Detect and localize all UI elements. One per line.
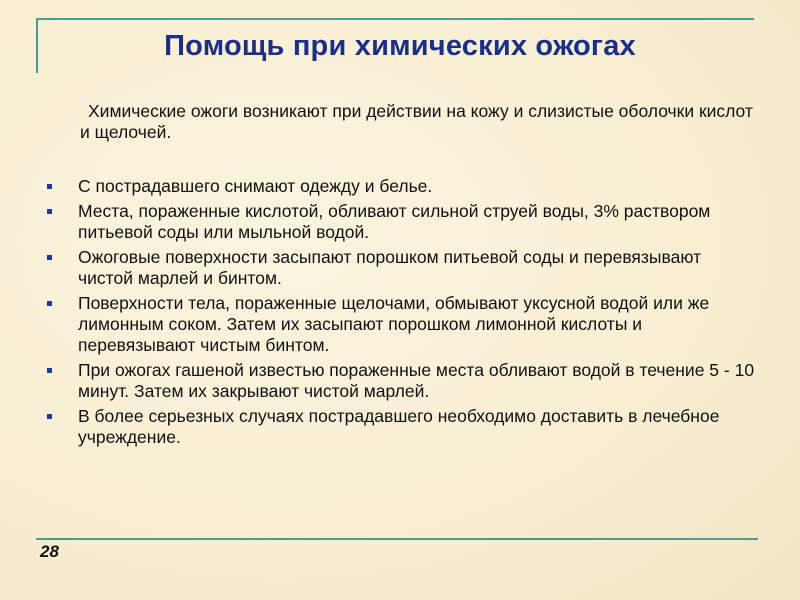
frame-top-line bbox=[36, 18, 754, 20]
bullet-square-icon bbox=[47, 301, 52, 306]
bullet-square-icon bbox=[47, 184, 52, 189]
intro-paragraph bbox=[80, 101, 760, 143]
bullet-text: С пострадавшего снимают одежду и белье. bbox=[78, 176, 433, 196]
bullet-text: Поверхности тела, пораженные щелочами, обмывают уксусной водой или же лимонным соком. Затем их засыпают порошком лимонной кислоты и перевязывают чистым бинтом. bbox=[78, 293, 710, 355]
bullet-text: При ожогах гашеной известью пораженные места обливают водой в течение 5 - 10 минут. Затем их закрывают чистой марлей. bbox=[78, 360, 755, 401]
bullet-item bbox=[40, 176, 760, 197]
bullet-square-icon bbox=[47, 414, 52, 419]
bullet-item bbox=[40, 247, 760, 289]
bullet-item bbox=[40, 406, 760, 448]
bullet-item bbox=[40, 360, 760, 402]
intro-text: Химические ожоги возникают при действии на кожу и слизистые оболочки кислот и щелочей. bbox=[80, 101, 753, 142]
bullet-text: Ожоговые поверхности засыпают порошком питьевой соды и перевязывают чистой марлей и бинтом. bbox=[78, 247, 702, 288]
page-number: 28 bbox=[40, 542, 59, 561]
bullet-item bbox=[40, 293, 760, 356]
slide-title: Помощь при химических ожогах bbox=[164, 30, 636, 62]
bullet-list bbox=[40, 176, 760, 452]
frame-bottom-line bbox=[36, 538, 758, 540]
bullet-text: В более серьезных случаях пострадавшего необходимо доставить в лечебное учреждение. bbox=[78, 406, 720, 447]
bullet-square-icon bbox=[47, 368, 52, 373]
frame-left-line bbox=[36, 18, 38, 73]
bullet-square-icon bbox=[47, 255, 52, 260]
bullet-square-icon bbox=[47, 209, 52, 214]
bullet-text: Места, пораженные кислотой, обливают сильной струей воды, 3% раствором питьевой соды или мыльной водой. bbox=[78, 201, 711, 242]
bullet-item bbox=[40, 201, 760, 243]
